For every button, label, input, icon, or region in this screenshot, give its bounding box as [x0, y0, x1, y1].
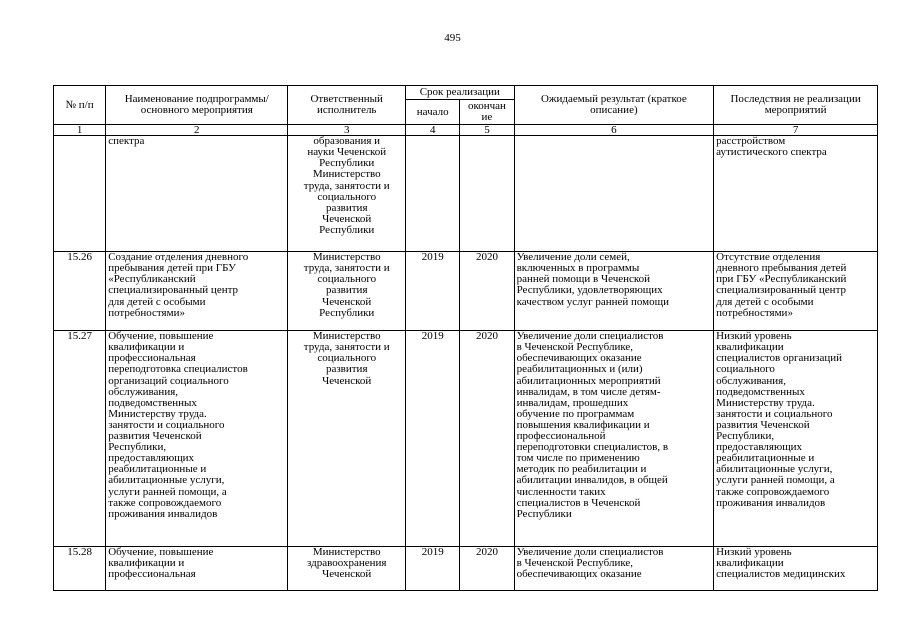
cell-line: Обучение, повышение	[108, 330, 214, 343]
cell-line: труда, занятости и	[303, 262, 390, 275]
cell-line: Министерству труда.	[108, 407, 207, 420]
cell-line: Отсутствие отделения	[716, 251, 821, 264]
cell-line: потребностями»	[108, 306, 185, 319]
cell-line: обучение по программам	[516, 407, 635, 420]
cell-line: абилитационные услуги,	[108, 474, 225, 487]
cell-line: аутистического спектра	[716, 146, 827, 159]
cell-line: Увеличение доли семей,	[516, 251, 630, 264]
cell-line: квалификации	[716, 341, 784, 354]
cell-name	[106, 136, 288, 252]
cell-line: специалистов организаций	[716, 352, 842, 365]
cell-line: Республики	[319, 223, 375, 236]
cell-line: образования и	[313, 135, 381, 148]
column-number: 3	[288, 125, 406, 136]
cell-line: услуги ранней помощи, а	[108, 485, 227, 498]
cell-consequences	[714, 547, 878, 591]
cell-line: специалистов медицинских	[716, 568, 846, 581]
table-row	[54, 252, 878, 331]
cell-line: абилитационные услуги,	[716, 463, 833, 476]
cell-line: реабилитационные и	[108, 463, 207, 476]
cell-line: в Чеченской Республике,	[516, 341, 634, 354]
cell-line: Министерство	[312, 251, 381, 264]
cell-line: социального	[317, 352, 377, 365]
cell-end	[460, 136, 514, 252]
cell-line: численности таких	[516, 485, 606, 498]
cell-line: инвалидам, в том числе детям-	[516, 385, 661, 398]
cell-start: 2019	[406, 252, 460, 331]
cell-line: повышения квалификации и	[516, 418, 650, 431]
cell-line: пребывания детей при ГБУ	[108, 262, 236, 275]
cell-line: проживания инвалидов	[108, 507, 218, 520]
cell-line: подведомственных	[716, 385, 805, 398]
cell-line: Низкий уровень	[716, 546, 792, 559]
cell-line: специализированный центр	[108, 284, 239, 297]
cell-line: развития Чеченской	[108, 430, 202, 443]
cell-line: специалистов в Чеченской	[516, 496, 641, 509]
cell-line: Республики, удовлетворяющих	[516, 284, 663, 297]
cell-consequences	[714, 331, 878, 547]
cell-line: социального	[317, 273, 377, 286]
cell-line: реабилитационные и	[716, 452, 815, 465]
cell-line: также сопровождаемого	[716, 485, 830, 498]
table-row	[54, 331, 878, 547]
cell-line: Министерству труда.	[716, 396, 815, 409]
cell-executor	[288, 136, 406, 252]
cell-line: науки Чеченской	[307, 146, 387, 159]
cell-line: организаций социального	[108, 374, 229, 387]
column-number: 6	[514, 125, 714, 136]
cell-line: ранней помощи в Чеченской	[516, 273, 651, 286]
cell-line: переподготовки специалистов, в	[516, 441, 669, 454]
column-number-row	[54, 125, 878, 136]
cell-line: переподготовка специалистов	[108, 363, 248, 376]
cell-num: 15.28	[54, 547, 106, 591]
cell-line: обслуживания,	[108, 385, 179, 398]
cell-line: дневного пребывания детей	[716, 262, 847, 275]
cell-line: труда, занятости и	[303, 179, 390, 192]
cell-line: занятости и социального	[716, 407, 833, 420]
cell-line: профессиональной	[516, 430, 606, 443]
cell-line: Министерство	[312, 546, 381, 559]
cell-line: для детей с особыми	[108, 295, 206, 308]
cell-result	[514, 252, 714, 331]
cell-line: профессиональная	[108, 352, 196, 365]
cell-line: Республики	[319, 306, 375, 319]
cell-line: для детей с особыми	[716, 295, 814, 308]
cell-name	[106, 252, 288, 331]
cell-line: квалификации и	[108, 557, 185, 570]
cell-line: специализированный центр	[716, 284, 847, 297]
cell-line: том числе по применению	[516, 452, 640, 465]
cell-line: также сопровождаемого	[108, 496, 222, 509]
cell-line: предоставляющих	[108, 452, 195, 465]
cell-line: развития	[325, 284, 368, 297]
cell-line: качеством услуг ранней помощи	[516, 295, 669, 308]
header-term: Срок реализации	[406, 86, 515, 100]
cell-consequences	[714, 136, 878, 252]
cell-line: Министерство	[312, 330, 381, 343]
cell-line: абилитации инвалидов, в общей	[516, 474, 668, 487]
cell-line: при ГБУ «Республиканский	[716, 273, 847, 286]
cell-line: инвалидам, прошедших	[516, 396, 629, 409]
column-number: 1	[54, 125, 106, 136]
cell-line: труда, занятости и	[303, 341, 390, 354]
cell-line: социального	[317, 190, 377, 203]
cell-line: Обучение, повышение	[108, 546, 214, 559]
cell-line: «Республиканский	[108, 273, 196, 286]
cell-line: Республики,	[108, 441, 167, 454]
cell-line: расстройством	[716, 135, 786, 148]
cell-line: обеспечивающих оказание	[516, 568, 642, 581]
header-result: Ожидаемый результат (краткое описание)	[514, 86, 714, 125]
cell-executor	[288, 252, 406, 331]
cell-line: спектра	[108, 135, 145, 148]
table-row	[54, 547, 878, 591]
cell-line: Чеченской	[322, 374, 372, 387]
cell-line: Увеличение доли специалистов	[516, 330, 664, 343]
header-consequences: Последствия не реализации мероприятий	[714, 86, 878, 125]
cell-line: подведомственных	[108, 396, 197, 409]
cell-start: 2019	[406, 331, 460, 547]
cell-start	[406, 136, 460, 252]
column-number: 7	[714, 125, 878, 136]
cell-num	[54, 136, 106, 252]
header-name: Наименование подпрограммы/ основного мероприятия	[106, 86, 288, 125]
column-number: 4	[406, 125, 460, 136]
cell-line: Чеченской	[322, 568, 372, 581]
cell-end: 2020	[460, 252, 514, 331]
cell-consequences	[714, 252, 878, 331]
page-number: 495	[444, 32, 461, 44]
cell-line: потребностями»	[716, 306, 793, 319]
cell-line: профессиональная	[108, 568, 196, 581]
cell-result	[514, 136, 714, 252]
header-end: окончан ие	[460, 100, 514, 125]
cell-executor	[288, 331, 406, 547]
cell-start: 2019	[406, 547, 460, 591]
cell-end: 2020	[460, 331, 514, 547]
cell-line: Республики,	[716, 430, 775, 443]
cell-line: Низкий уровень	[716, 330, 792, 343]
cell-end: 2020	[460, 547, 514, 591]
cell-line: предоставляющих	[716, 441, 803, 454]
cell-result	[514, 547, 714, 591]
cell-executor	[288, 547, 406, 591]
header-start: начало	[406, 100, 460, 125]
cell-line: Увеличение доли специалистов	[516, 546, 664, 559]
cell-line: услуги ранней помощи, а	[716, 474, 835, 487]
table-row	[54, 136, 878, 252]
cell-line: Министерство	[312, 168, 381, 181]
cell-line: занятости и социального	[108, 418, 225, 431]
cell-num: 15.26	[54, 252, 106, 331]
cell-line: в Чеченской Республике,	[516, 557, 634, 570]
cell-line: квалификации и	[108, 341, 185, 354]
cell-line: развития	[325, 201, 368, 214]
header-num: № п/п	[54, 86, 106, 125]
cell-name	[106, 547, 288, 591]
cell-line: здравоохранения	[306, 557, 387, 570]
cell-line: проживания инвалидов	[716, 496, 826, 509]
header-executor: Ответственный исполнитель	[288, 86, 406, 125]
cell-line: реабилитационных и (или)	[516, 363, 643, 376]
cell-name	[106, 331, 288, 547]
cell-line: развития Чеченской	[716, 418, 810, 431]
cell-line: включенных в программы	[516, 262, 640, 275]
cell-line: Чеченской	[322, 295, 372, 308]
cell-line: обслуживания,	[716, 374, 786, 387]
cell-line: социального	[716, 363, 775, 376]
cell-line: методик по реабилитации и	[516, 463, 647, 476]
cell-line: абилитационных мероприятий	[516, 374, 661, 387]
cell-line: Создание отделения дневного	[108, 251, 249, 264]
program-table	[53, 85, 878, 591]
cell-line: развития	[325, 363, 368, 376]
cell-line: обеспечивающих оказание	[516, 352, 642, 365]
column-number: 2	[106, 125, 288, 136]
cell-line: квалификации	[716, 557, 784, 570]
cell-line: Чеченской	[322, 212, 372, 225]
cell-result	[514, 331, 714, 547]
cell-num: 15.27	[54, 331, 106, 547]
column-number: 5	[460, 125, 514, 136]
cell-line: Республики	[516, 507, 572, 520]
cell-line: Республики	[319, 157, 375, 170]
